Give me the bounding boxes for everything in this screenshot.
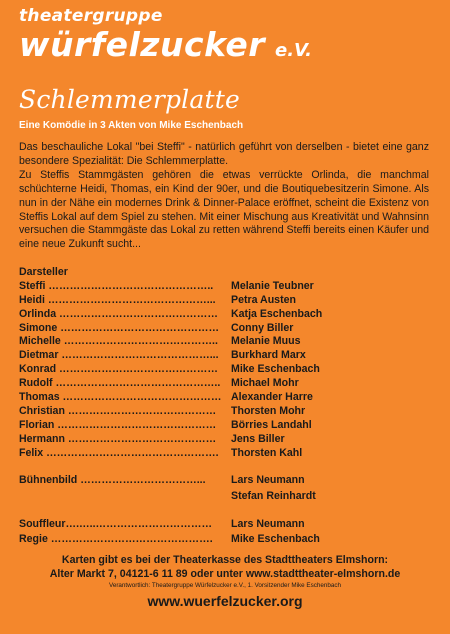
crew-member: Stefan Reinhardt <box>231 489 316 502</box>
crew-role: Souffleur….…..…………………………… <box>19 517 213 530</box>
description-paragraph: Zu Steffis Stammgästen gehören die etwas verrückte Orlinda, die manchmal schüchterne Heidi, Thomas, ein Kind der 90er, und die Boutiquebesitzerin Simone. Als nun in der Nähe ein modernes Drink & Dinner-Palace eröffnet, scheint die Existenz von Steffis Lokal auf dem Spiel zu stehen. Mit einer Mischung aus Kreativität und Wahnsinn versuchen die Stammgäste das Lokal zu retten während Steffi bereits einen Käufer und eine neue Zukunft sucht... <box>19 168 429 251</box>
play-subtitle: Eine Komödie in 3 Akten von Mike Eschenbach <box>19 120 244 131</box>
logo-brand-name: würfelzucker <box>19 25 265 64</box>
ticket-address: Alter Markt 7, 04121-6 11 89 oder unter www.stadttheater-elmshorn.de <box>49 568 401 580</box>
crew-member: Mike Eschenbach <box>231 533 320 546</box>
cast-role: Christian …………………………………… <box>19 404 217 417</box>
cast-actor: Conny Biller <box>231 321 294 334</box>
cast-role: Michelle …………………………………….. <box>19 335 218 348</box>
cast-row <box>19 377 439 391</box>
legal-notice: Verantwortlich: Theatergruppe Würfelzucker e.V., 1. Vorsitzender Mike Eschenbach <box>108 582 342 589</box>
description-paragraph: Das beschauliche Lokal "bei Steffi" - natürlich geführt von derselben - bietet eine ganz besondere Spezialität: Die Schlemmerplatte. <box>19 141 429 167</box>
cast-actor: Michael Mohr <box>231 377 299 390</box>
crew-row-souffleur <box>19 517 439 532</box>
play-title: Schlemmerplatte <box>19 85 240 114</box>
cast-role: Florian ……………………………………… <box>19 418 217 431</box>
cast-row <box>19 433 439 447</box>
cast-role: Rudolf ……………………………………….. <box>19 377 221 390</box>
website-link[interactable]: www.wuerfelzucker.org <box>147 593 303 609</box>
cast-actor: Petra Austen <box>231 293 296 306</box>
cast-actor: Mike Eschenbach <box>231 363 320 376</box>
group-logo <box>19 6 439 71</box>
ticket-line: Karten gibt es bei der Theaterkasse des Stadttheaters Elmshorn: <box>61 554 389 566</box>
crew-list <box>19 460 439 547</box>
cast-role: Konrad ……………………………………… <box>19 363 218 376</box>
cast-row <box>19 447 439 461</box>
cast-role: Hermann …………………………………… <box>19 432 217 445</box>
cast-actor: Katja Eschenbach <box>231 307 323 320</box>
cast-actor: Börries Landahl <box>231 418 312 431</box>
cast-row <box>19 322 439 336</box>
cast-actor: Jens Biller <box>231 432 285 445</box>
ticket-info <box>0 553 450 611</box>
crew-role: Bühnenbild ……………………………... <box>19 474 206 487</box>
cast-role: Orlinda ……………………………………… <box>19 307 218 320</box>
cast-row <box>19 419 439 433</box>
crew-member: Lars Neumann <box>231 474 305 487</box>
cast-role: Thomas ……………………………………… <box>19 391 222 404</box>
cast-row <box>19 335 439 349</box>
crew-role: Regie ………………………………………. <box>19 533 213 546</box>
cast-row <box>19 363 439 377</box>
cast-actor: Alexander Harre <box>231 391 313 404</box>
cast-actor: Thorsten Kahl <box>231 446 303 459</box>
cast-list <box>19 266 439 547</box>
cast-row <box>19 391 439 405</box>
cast-role: Steffi ……………………………………….. <box>19 279 214 292</box>
cast-heading: Darsteller <box>19 266 68 278</box>
cast-actor: Melanie Muus <box>231 335 301 348</box>
crew-row-buehnenbild-2 <box>19 489 439 504</box>
cast-actor: Thorsten Mohr <box>231 404 306 417</box>
cast-row <box>19 294 439 308</box>
play-description <box>19 141 429 252</box>
cast-role: Heidi ………………………………………... <box>19 293 216 306</box>
cast-role: Dietmar ……………………………………... <box>19 349 219 362</box>
cast-row <box>19 308 439 322</box>
cast-role: Felix …………………………………………. <box>19 446 219 459</box>
logo-line-brand <box>19 26 439 71</box>
crew-member: Lars Neumann <box>231 517 305 530</box>
crew-row-buehnenbild <box>19 473 439 488</box>
crew-row-regie <box>19 532 439 547</box>
cast-row <box>19 349 439 363</box>
cast-actor: Burkhard Marx <box>231 349 306 362</box>
logo-line-theatergruppe: theatergruppe <box>19 6 163 26</box>
cast-row <box>19 280 439 294</box>
cast-actor: Melanie Teubner <box>231 279 314 292</box>
logo-suffix: e.V. <box>275 40 313 61</box>
cast-row <box>19 405 439 419</box>
cast-role: Simone ……………………………………… <box>19 321 220 334</box>
